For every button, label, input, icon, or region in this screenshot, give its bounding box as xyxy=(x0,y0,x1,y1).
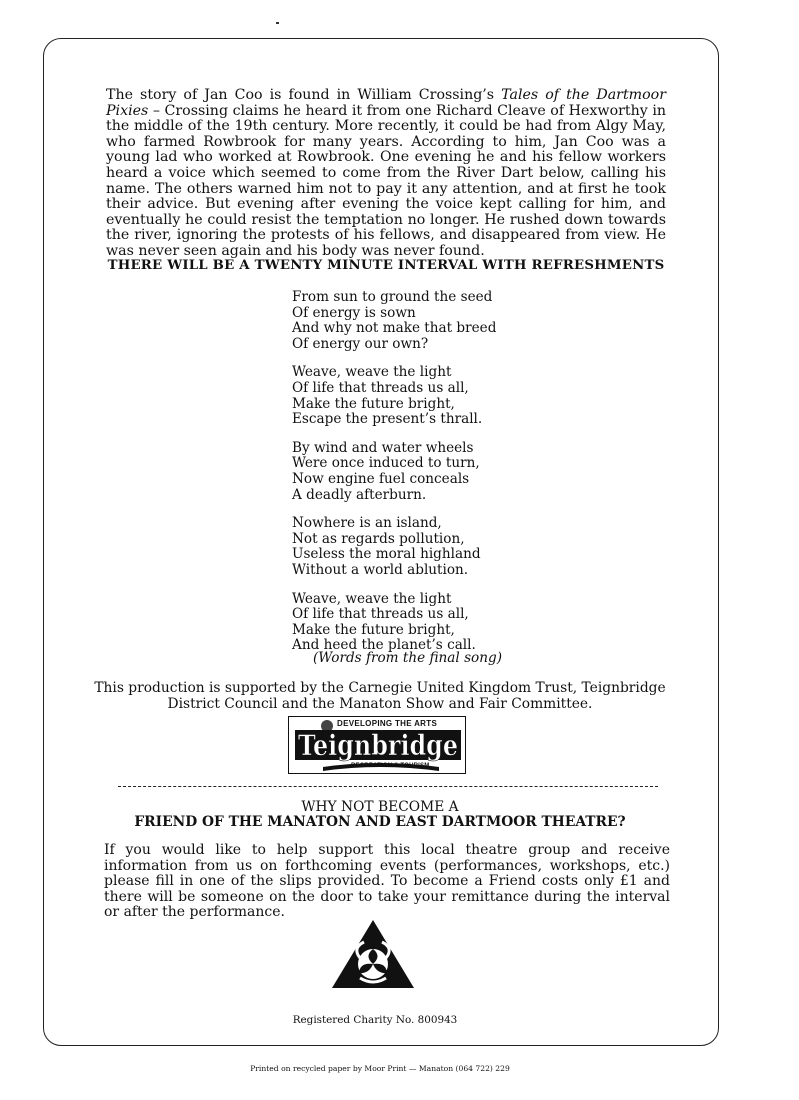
poem xyxy=(292,290,612,667)
poem-line: Make the future bright, xyxy=(292,395,455,412)
poem-line: Not as regards pollution, xyxy=(292,530,465,547)
poem-stanza xyxy=(292,592,612,654)
poem-line: By wind and water wheels xyxy=(292,439,474,456)
logo-top-text: DEVELOPING THE ARTS xyxy=(337,719,438,728)
poem-line: And why not make that breed xyxy=(292,320,497,337)
poem-line: From sun to ground the seed xyxy=(292,289,493,305)
poem-stanza xyxy=(292,290,612,352)
friend-heading xyxy=(90,800,670,831)
wordmark-text: Teignbridge xyxy=(298,729,458,762)
poem-line: Of life that threads us all, xyxy=(292,379,469,396)
poem-line: Make the future bright, xyxy=(292,621,455,638)
poem-line: Without a world ablution. xyxy=(292,561,469,578)
story-paragraph xyxy=(106,88,666,260)
friend-paragraph: If you would like to help support this local theatre group and receive information from us on forthcoming events (performances, workshops, etc.) please fill in one of the slips provided. To become a Friend costs only £1 and there will be someone on the door to take your remittance during the interval or after the performance. xyxy=(104,842,670,921)
paper-speck xyxy=(276,22,279,24)
teignbridge-wordmark xyxy=(295,730,461,760)
teignbridge-logo xyxy=(288,716,466,774)
poem-line: A deadly afterburn. xyxy=(292,486,427,503)
logo-bottom-text: RECREATION & TOURISM xyxy=(351,763,430,769)
poem-line: Now engine fuel conceals xyxy=(292,470,470,487)
poem-line: Weave, weave the light xyxy=(292,590,452,607)
poem-credit: (Words from the final song) xyxy=(312,650,502,666)
story-text-2: – Crossing claims he heard it from one Richard Cleave of Hexworthy in the middle of the 19th century. More recently, it could be had from Algy May, who farmed Rowbrook for many years. According to him, Jan Coo was a young lad who worked at Rowbrook. One evening he and his fellow workers heard a voice which seemed to come from the River Dart below, calling his name. The others warned him not to pay it any attention, and at first he took their advice. But evening after evening the voice kept calling for him, and eventually he could resist the temptation no longer. He rushed down towards the river, ignoring the protests of his fellows, and disappeared from view. He was never seen again and his body was never found. xyxy=(106,102,666,259)
poem-line: Were once induced to turn, xyxy=(292,455,480,472)
poem-line: Useless the moral highland xyxy=(292,546,481,563)
poem-line: Escape the present’s thrall. xyxy=(292,411,483,428)
dashed-divider xyxy=(118,786,658,787)
poem-line: Of energy is sown xyxy=(292,304,416,321)
poem-stanza xyxy=(292,441,612,503)
theatre-triangle-emblem xyxy=(330,918,416,990)
charity-number: Registered Charity No. 800943 xyxy=(292,1014,458,1026)
poem-line: Nowhere is an island, xyxy=(292,515,442,532)
poem-line: Weave, weave the light xyxy=(292,364,452,381)
poem-stanza xyxy=(292,516,612,578)
poem-stanza xyxy=(292,365,612,427)
friend-heading-line1: WHY NOT BECOME A xyxy=(301,799,459,815)
friend-heading-line2: FRIEND OF THE MANATON AND EAST DARTMOOR THEATRE? xyxy=(134,814,626,831)
printer-credit: Printed on recycled paper by Moor Print — Manaton (064 722) 229 xyxy=(250,1064,510,1073)
book-title: Tales of the Dartmoor Pixies xyxy=(106,87,666,119)
support-statement: This production is supported by the Carnegie United Kingdom Trust, Teignbridge District Council and the Manaton Show and Fair Committee. xyxy=(94,680,666,712)
interval-notice: THERE WILL BE A TWENTY MINUTE INTERVAL WITH REFRESHMENTS xyxy=(107,258,665,273)
poem-line: Of energy our own? xyxy=(292,335,429,352)
poem-line: And heed the planet’s call. xyxy=(292,637,476,654)
story-text-1: The story of Jan Coo is found in William Crossing’s xyxy=(106,87,502,103)
poem-line: Of life that threads us all, xyxy=(292,606,469,623)
